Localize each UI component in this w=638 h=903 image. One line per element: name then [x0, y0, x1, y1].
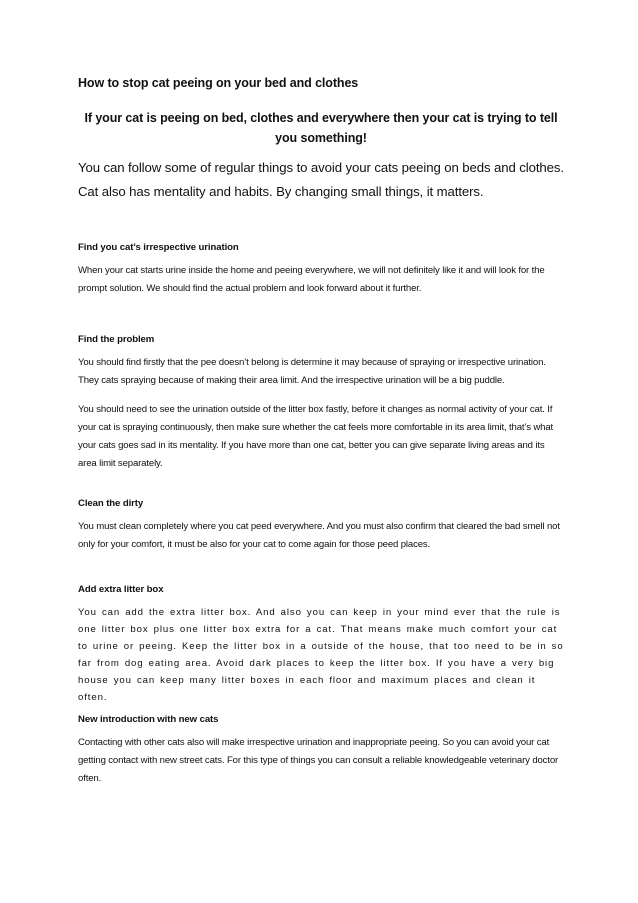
section-heading: Clean the dirty — [78, 498, 144, 509]
document-title: How to stop cat peeing on your bed and clothes — [78, 76, 359, 90]
document-subtitle: If your cat is peeing on bed, clothes and everywhere then your cat is trying to tell you something! — [84, 111, 558, 145]
section-heading: Find the problem — [78, 334, 155, 345]
section-extra-litter-box — [78, 584, 564, 706]
section-find-problem — [78, 334, 564, 473]
section-paragraph: Contacting with other cats also will make irrespective urination and inappropriate peeing. So you can avoid your cat getting contact with new street cats. For this type of things you can consult a reliable knowledgeable veterinary doctor often. — [78, 737, 559, 784]
section-paragraph: You should find firstly that the pee doesn’t belong is determine it may because of spraying or irrespective urination. They cats spraying because of making their area limit. And the irrespective urination will be a big puddle. — [78, 357, 546, 386]
section-heading: Find you cat’s irrespective urination — [78, 242, 239, 253]
section-find-urination — [78, 242, 564, 298]
section-paragraph: You should need to see the urination outside of the litter box fastly, before it changes as normal activity of your cat. If your cat is spraying continuously, then make sure whether the cat feels more comfortable in its area limit, that’s what your cats goes sad in its mentality. If you have more than one cat, better you can give separate living areas and its area limit separately. — [78, 404, 554, 469]
section-paragraph: You must clean completely where you cat peed everywhere. And you must also confirm that cleared the bad smell not only for your comfort, it must be also for your cat to come again for those peed places. — [78, 521, 560, 550]
intro-paragraph: You can follow some of regular things to avoid your cats peeing on beds and clothes. Cat also has mentality and habits. By changing small things, it matters. — [78, 160, 564, 199]
section-heading: Add extra litter box — [78, 584, 164, 595]
section-heading: New introduction with new cats — [78, 714, 219, 725]
section-paragraph: When your cat starts urine inside the home and peeing everywhere, we will not definitely like it and will look for the prompt solution. We should find the actual problem and look forward about it further. — [78, 265, 545, 294]
section-clean-dirty — [78, 498, 564, 554]
section-new-cats — [78, 714, 564, 788]
section-paragraph: You can add the extra litter box. And also you can keep in your mind ever that the rule is one litter box plus one litter box extra for a cat. That means make much comfort your cat to urine or peeing. Keep the litter box in a outside of the house, that too need to be in so far from dog eating area. Avoid dark places to keep the litter box. If you have a very big house you can keep many litter boxes in each floor and maximum places and clean it often. — [78, 607, 564, 703]
document-page — [78, 0, 564, 903]
